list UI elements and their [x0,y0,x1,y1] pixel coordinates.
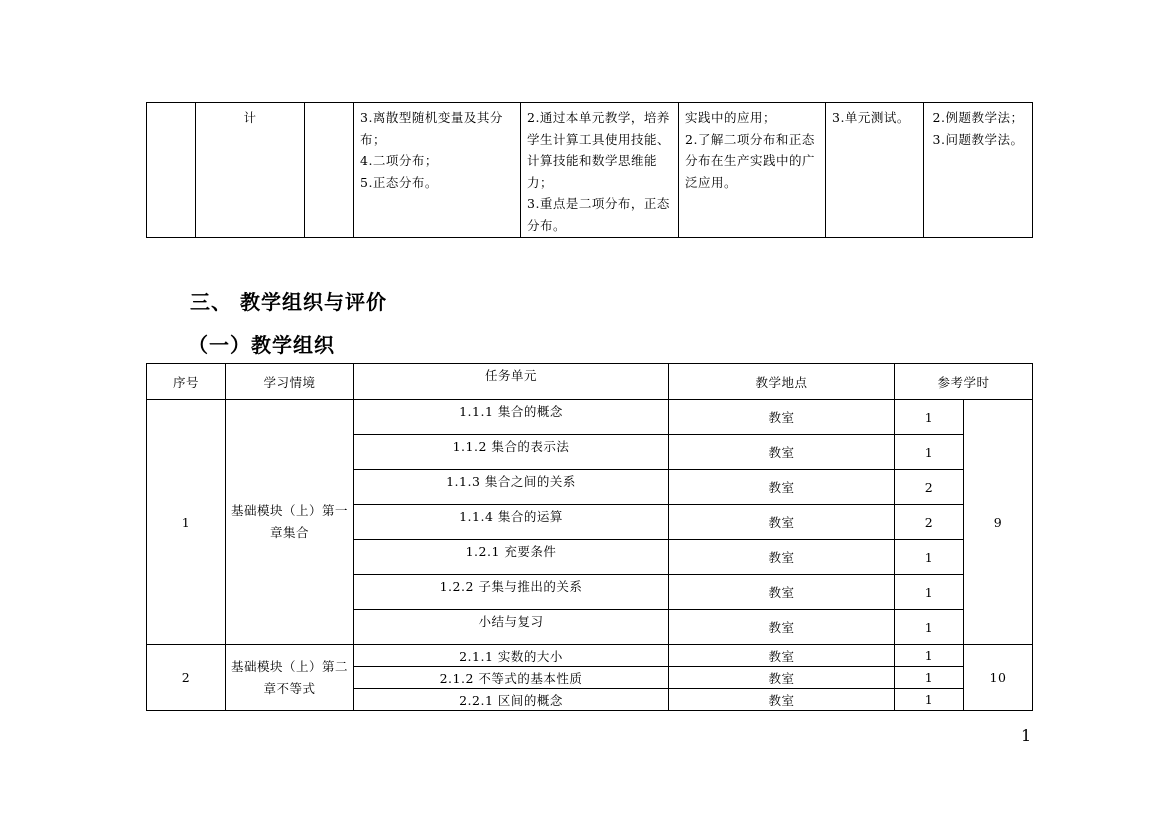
unit-hours: 2 [895,470,964,505]
header-unit: 任务单元 [354,364,669,400]
top-cell-2: 计 [196,103,305,238]
requirement-item: 2.了解二项分布和正态分布在生产实践中的广泛应用。 [685,131,816,190]
teaching-place: 教室 [669,667,895,689]
top-cell-objectives [521,103,679,238]
content-item: 3.离散型随机变量及其分布； [360,110,503,147]
group-context: 基础模块（上）第二章不等式 [226,645,354,711]
header-context: 学习情境 [226,364,354,400]
task-unit: 2.2.1 区间的概念 [354,689,669,711]
task-unit: 1.1.3 集合之间的关系 [354,470,669,505]
assessment-item: 3.单元测试。 [832,110,910,125]
header-place: 教学地点 [669,364,895,400]
header-index: 序号 [147,364,226,400]
teaching-place: 教室 [669,400,895,435]
requirement-item: 实践中的应用； [685,110,777,125]
teaching-place: 教室 [669,645,895,667]
top-cell-1 [147,103,196,238]
group-context: 基础模块（上）第一章集合 [226,400,354,645]
top-cell-3 [305,103,354,238]
task-unit: 1.1.4 集合的运算 [354,505,669,540]
table-row [147,400,1033,435]
top-cell-content [354,103,521,238]
teaching-place: 教室 [669,435,895,470]
unit-hours: 1 [895,689,964,711]
unit-hours: 1 [895,400,964,435]
unit-hours: 2 [895,505,964,540]
page-number: 1 [1021,726,1032,745]
subsection-title: （一）教学组织 [188,333,335,357]
teaching-place: 教室 [669,505,895,540]
unit-hours: 1 [895,540,964,575]
group-total-hours: 10 [964,645,1033,711]
task-unit: 1.2.2 子集与推出的关系 [354,575,669,610]
section-title: 三、 教学组织与评价 [190,290,387,314]
teaching-place: 教室 [669,540,895,575]
task-unit: 2.1.1 实数的大小 [354,645,669,667]
group-index: 2 [147,645,226,711]
top-cell-methods [924,103,1033,238]
content-item: 5.正态分布。 [360,174,438,190]
unit-hours: 1 [895,645,964,667]
task-unit: 2.1.2 不等式的基本性质 [354,667,669,689]
curriculum-table-continued [146,102,1033,238]
objective-item: 2.通过本单元教学，培养学生计算工具使用技能、计算技能和数学思维能力； [527,110,671,190]
teaching-place: 教室 [669,689,895,711]
task-unit: 1.2.1 充要条件 [354,540,669,575]
objective-item: 3.重点是二项分布，正态分布。 [527,196,670,233]
teaching-place: 教室 [669,470,895,505]
group-total-hours: 9 [964,400,1033,645]
top-cell-assessment [826,103,924,238]
task-unit: 1.1.1 集合的概念 [354,400,669,435]
unit-hours: 1 [895,575,964,610]
table-row [147,645,1033,667]
group-index: 1 [147,400,226,645]
task-unit: 1.1.2 集合的表示法 [354,435,669,470]
content-item: 4.二项分布； [360,153,438,169]
task-unit: 小结与复习 [354,610,669,645]
method-item: 3.问题教学法。 [932,131,1024,147]
header-hours: 参考学时 [895,364,1033,400]
unit-hours: 1 [895,667,964,689]
top-cell-requirements [679,103,826,238]
unit-hours: 1 [895,610,964,645]
teaching-place: 教室 [669,610,895,645]
teaching-organization-table [146,363,1033,711]
table-header-row [147,364,1033,400]
teaching-place: 教室 [669,575,895,610]
unit-hours: 1 [895,435,964,470]
method-item: 2.例题教学法； [932,110,1024,125]
